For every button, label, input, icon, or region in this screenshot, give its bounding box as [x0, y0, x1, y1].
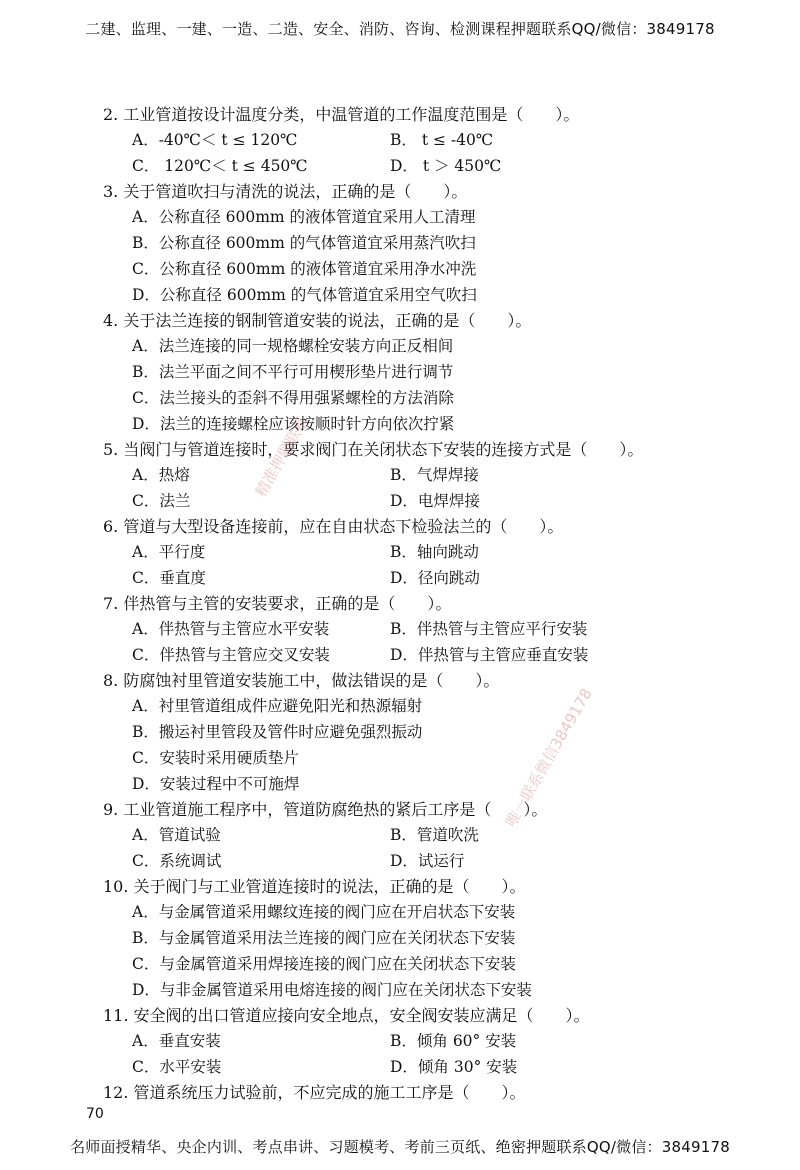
footer-banner: 名师面授精华、央企内训、考点串讲、习题模考、考前三页纸、绝密押题联系QQ/微信：3849178	[70, 1138, 730, 1156]
question-10-option-c: C．与金属管道采用焊接连接的阀门应在关闭状态下安装	[132, 955, 516, 973]
question-6-option-a: A．平行度	[132, 543, 206, 561]
question-7-option-b: B．伴热管与主管应平行安装	[390, 620, 588, 638]
question-3-option-a: A．公称直径 600mm 的液体管道宜采用人工清理	[132, 208, 476, 226]
question-5-option-a: A．热熔	[132, 466, 190, 484]
question-8-option-c: C．安装时采用硬质垫片	[132, 749, 299, 767]
question-3-stem: 3. 关于管道吹扫与清洗的说法，正确的是（ ）。	[103, 182, 468, 201]
question-9-option-d: D．试运行	[390, 852, 465, 870]
question-3-option-b: B．公称直径 600mm 的气体管道宜采用蒸汽吹扫	[132, 234, 476, 252]
question-7-option-a: A．伴热管与主管应水平安装	[132, 620, 330, 638]
question-10-stem: 10. 关于阀门与工业管道连接时的说法，正确的是（ ）。	[103, 877, 526, 896]
question-2-option-b: B． t ≤ -40℃	[390, 131, 494, 149]
question-8-option-a: A．衬里管道组成件应避免阳光和热源辐射	[132, 697, 423, 715]
question-6-option-c: C．垂直度	[132, 569, 206, 587]
question-5-option-d: D．电焊焊接	[390, 492, 480, 510]
question-5-option-b: B．气焊焊接	[390, 466, 479, 484]
question-3-option-c: C．公称直径 600mm 的液体管道宜采用净水冲洗	[132, 260, 477, 278]
watermark-text: 唯一联系微信3849178	[501, 685, 596, 830]
question-9-option-c: C．系统调试	[132, 852, 222, 870]
question-8-option-d: D．安装过程中不可施焊	[132, 775, 300, 793]
question-4-stem: 4. 关于法兰连接的钢制管道安装的说法，正确的是（ ）。	[103, 311, 532, 330]
question-7-option-c: C．伴热管与主管应交叉安装	[132, 646, 330, 664]
question-11-option-d: D．倾角 30° 安装	[390, 1058, 518, 1076]
question-6-option-d: D．径向跳动	[390, 569, 480, 587]
question-6-option-b: B．轴向跳动	[390, 543, 479, 561]
question-10-option-a: A．与金属管道采用螺纹连接的阀门应在开启状态下安装	[132, 903, 516, 921]
question-4-option-d: D．法兰的连接螺栓应该按顺时针方向依次拧紧	[132, 415, 455, 433]
question-2-option-c: C． 120℃＜ t ≤ 450℃	[132, 157, 308, 175]
question-11-option-b: B．倾角 60° 安装	[390, 1032, 517, 1050]
question-5-option-c: C．法兰	[132, 492, 191, 510]
question-8-option-b: B．搬运衬里管段及管件时应避免强烈振动	[132, 723, 423, 741]
question-12-stem: 12. 管道系统压力试验前，不应完成的施工工序是（ ）。	[103, 1083, 526, 1102]
page-number: 70	[86, 1106, 104, 1122]
header-banner: 二建、监理、一建、一造、二造、安全、消防、咨询、检测课程押题联系QQ/微信：3849178	[85, 20, 715, 38]
question-6-stem: 6. 管道与大型设备连接前，应在自由状态下检验法兰的（ ）。	[103, 517, 564, 536]
question-4-option-c: C．法兰接头的歪斜不得用强紧螺栓的方法消除	[132, 389, 454, 407]
question-2-option-d: D． t ＞ 450℃	[390, 157, 502, 175]
question-7-option-d: D．伴热管与主管应垂直安装	[390, 646, 589, 664]
question-9-stem: 9. 工业管道施工程序中，管道防腐绝热的紧后工序是（ ）。	[103, 800, 548, 819]
watermark-text: 精准押题联系	[251, 413, 313, 500]
question-11-option-a: A．垂直安装	[132, 1032, 221, 1050]
question-4-option-a: A．法兰连接的同一规格螺栓安装方向正反相间	[132, 337, 454, 355]
question-9-option-b: B．管道吹洗	[390, 826, 479, 844]
question-2-stem: 2. 工业管道按设计温度分类，中温管道的工作温度范围是（ ）。	[103, 105, 580, 124]
question-7-stem: 7. 伴热管与主管的安装要求，正确的是（ ）。	[103, 594, 452, 613]
question-4-option-b: B．法兰平面之间不平行可用楔形垫片进行调节	[132, 363, 454, 381]
question-3-option-d: D．公称直径 600mm 的气体管道宜采用空气吹扫	[132, 286, 477, 304]
question-11-stem: 11. 安全阀的出口管道应接向安全地点，安全阀安装应满足（ ）。	[103, 1006, 590, 1025]
question-10-option-b: B．与金属管道采用法兰连接的阀门应在关闭状态下安装	[132, 929, 516, 947]
question-2-option-a: A．-40℃＜ t ≤ 120℃	[132, 131, 298, 149]
question-8-stem: 8. 防腐蚀衬里管道安装施工中，做法错误的是（ ）。	[103, 671, 500, 690]
question-9-option-a: A．管道试验	[132, 826, 221, 844]
question-11-option-c: C．水平安装	[132, 1058, 222, 1076]
question-10-option-d: D．与非金属管道采用电熔连接的阀门应在关闭状态下安装	[132, 981, 532, 999]
question-5-stem: 5. 当阀门与管道连接时，要求阀门在关闭状态下安装的连接方式是（ ）。	[103, 440, 644, 459]
